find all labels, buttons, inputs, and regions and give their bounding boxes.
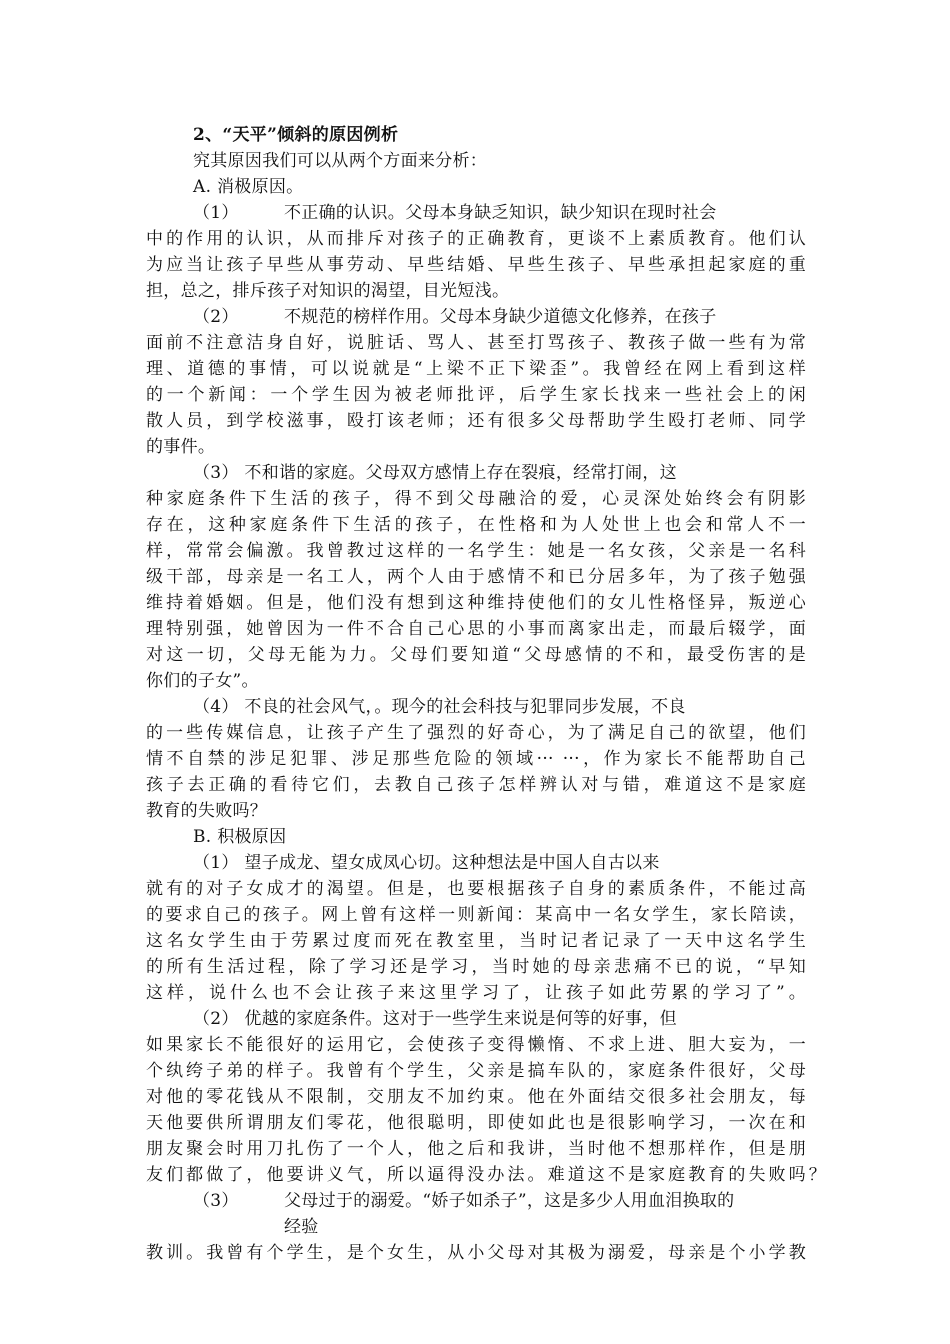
- b2-first-line: （2） 优越的家庭条件。这对于一些学生来说是何等的好事，但: [193, 1009, 677, 1029]
- b1-line: 就有的对子女成才的渴望。但是，也要根据孩子自身的素质条件，不能过高: [146, 879, 806, 899]
- a1-line: 为应当让孩子早些从事劳动、早些结婚、早些生孩子、早些承担起家庭的重: [146, 255, 806, 275]
- a4-line: 孩子去正确的看待它们，去教自己孩子怎样辨认对与错，难道这不是家庭: [146, 775, 806, 795]
- b3-line: 教训。我曾有个学生，是个女生，从小父母对其极为溺爱，母亲是个小学教: [146, 1243, 806, 1263]
- b2-line: 天他要供所谓朋友们零花，他很聪明，即使如此也是很影响学习，一次在和: [146, 1113, 806, 1133]
- a4-first-line: （4） 不良的社会风气，。现今的社会科技与犯罪同步发展，不良: [193, 697, 686, 717]
- a3-line: 维持着婚姻。但是，他们没有想到这种维持使他们的女儿性格怪异，叛逆心: [146, 593, 806, 613]
- b1-line: 这样，说什么也不会让孩子来这里学习了，让孩子如此劳累的学习了”。: [146, 983, 806, 1003]
- a4-line: 教育的失败吗？: [146, 801, 268, 821]
- a3-line: 理特别强，她曾因为一件不合自己心思的小事而离家出走，而最后辍学，面: [146, 619, 806, 639]
- b1-line: 这名女学生由于劳累过度而死在教室里，当时记者记录了一天中这名学生: [146, 931, 806, 951]
- a4-line: 情不自禁的涉足犯罪、涉足那些危险的领域··· ···，作为家长不能帮助自己: [146, 749, 806, 769]
- a3-line: 对这一切，父母无能为力。父母们要知道“父母感情的不和，最受伤害的是: [146, 645, 806, 665]
- b2-line: 友们都做了，他要讲义气，所以逼得没办法。难道这不是家庭教育的失败吗？: [146, 1165, 826, 1185]
- section-a-title: A. 消极原因。: [193, 177, 304, 197]
- a2-line: 的事件。: [146, 437, 216, 457]
- section-b-title: B. 积极原因: [193, 827, 287, 847]
- a1-line: 担，总之，排斥孩子对知识的渴望，目光短浅。: [146, 281, 510, 301]
- a2-title: 不规范的榜样作用。父母本身缺少道德文化修养，在孩子: [284, 307, 717, 327]
- a3-line: 种家庭条件下生活的孩子，得不到父母融洽的爱，心灵深处始终会有阴影: [146, 489, 806, 509]
- b2-line: 对他的零花钱从不限制，交朋友不加约束。他在外面结交很多社会朋友，每: [146, 1087, 806, 1107]
- b2-line: 朋友聚会时用刀扎伤了一个人，他之后和我讲，当时他不想那样作，但是朋: [146, 1139, 806, 1159]
- b3-title-continued: 经验: [284, 1217, 319, 1237]
- a3-line: 样，常常会偏激。我曾教过这样的一名学生：她是一名女孩，父亲是一名科: [146, 541, 806, 561]
- a1-title: 不正确的认识。父母本身缺乏知识，缺少知识在现时社会: [284, 203, 717, 223]
- section-heading: 2、“天平”倾斜的原因例析: [193, 125, 399, 145]
- intro-line: 究其原因我们可以从两个方面来分析：: [193, 151, 488, 171]
- a1-line: 中的作用的认识，从而排斥对孩子的正确教育，更谈不上素质教育。他们认: [146, 229, 806, 249]
- a3-line: 级干部，母亲是一名工人，两个人由于感情不和已分居多年，为了孩子勉强: [146, 567, 806, 587]
- a1-label: （1）: [193, 203, 239, 223]
- a2-line: 面前不注意洁身自好，说脏话、骂人、甚至打骂孩子、教孩子做一些有为常: [146, 333, 806, 353]
- b3-title: 父母过于的溺爱。“娇子如杀子”，这是多少人用血泪换取的: [284, 1191, 735, 1211]
- a3-line: 存在，这种家庭条件下生活的孩子，在性格和为人处世上也会和常人不一: [146, 515, 806, 535]
- b1-first-line: （1） 望子成龙、望女成凤心切。这种想法是中国人自古以来: [193, 853, 660, 873]
- b1-line: 的所有生活过程，除了学习还是学习，当时她的母亲悲痛不已的说，“早知: [146, 957, 806, 977]
- a4-line: 的一些传媒信息，让孩子产生了强烈的好奇心，为了满足自己的欲望，他们: [146, 723, 806, 743]
- a3-first-line: （3） 不和谐的家庭。父母双方感情上存在裂痕，经常打闹，这: [193, 463, 677, 483]
- a2-line: 理、道德的事情，可以说就是“上梁不正下梁歪”。我曾经在网上看到这样: [146, 359, 806, 379]
- b1-line: 的要求自己的孩子。网上曾有这样一则新闻：某高中一名女学生，家长陪读，: [146, 905, 806, 925]
- b2-line: 个纨绔子弟的样子。我曾有个学生，父亲是搞车队的，家庭条件很好，父母: [146, 1061, 806, 1081]
- a2-line: 散人员，到学校滋事，殴打该老师；还有很多父母帮助学生殴打老师、同学: [146, 411, 806, 431]
- b2-line: 如果家长不能很好的运用它，会使孩子变得懒惰、不求上进、胆大妄为，一: [146, 1035, 806, 1055]
- a2-line: 的一个新闻：一个学生因为被老师批评，后学生家长找来一些社会上的闲: [146, 385, 806, 405]
- b3-label: （3）: [193, 1191, 239, 1211]
- a3-line: 你们的子女”。: [146, 671, 259, 691]
- a2-label: （2）: [193, 307, 239, 327]
